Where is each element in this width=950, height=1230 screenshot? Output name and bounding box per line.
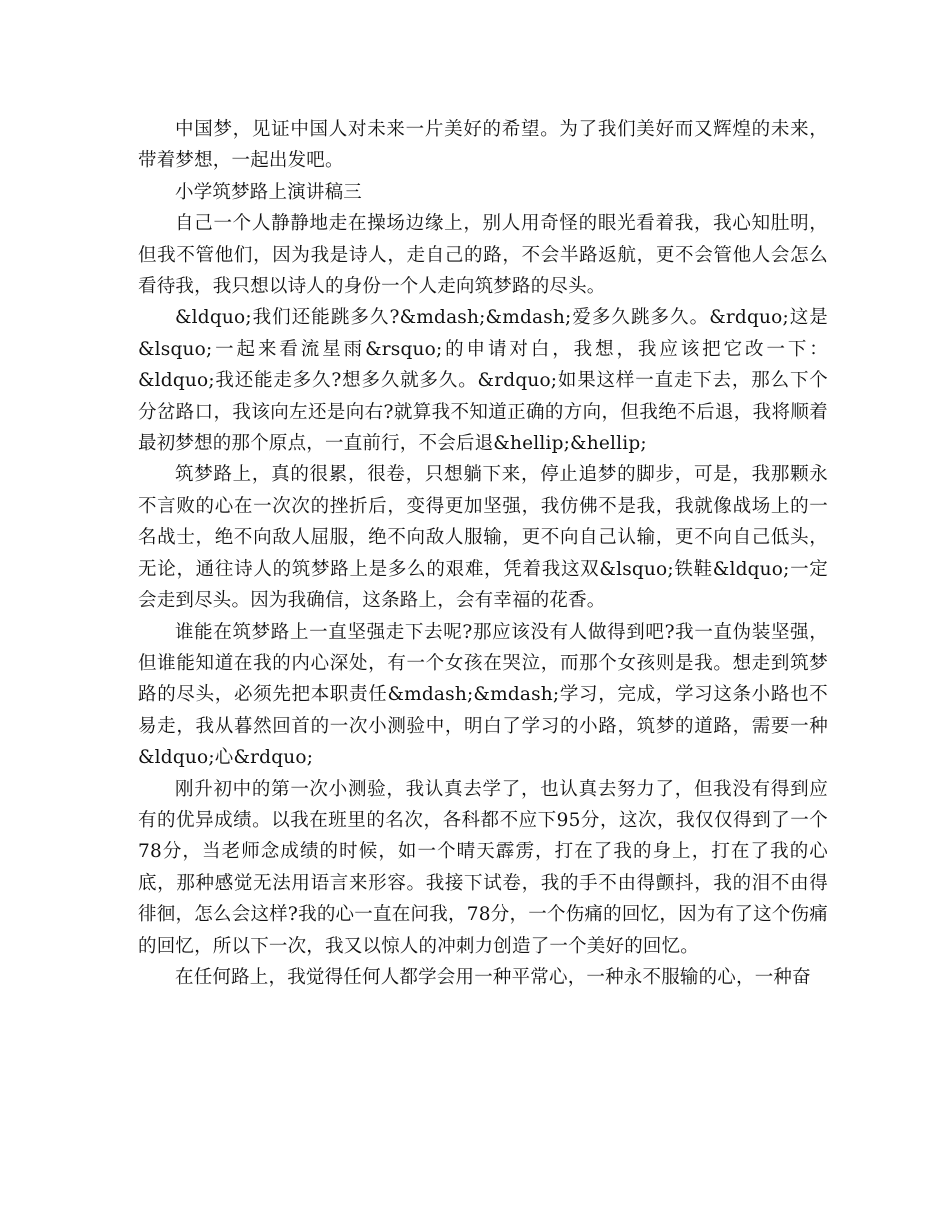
paragraph-first-test: 刚升初中的第一次小测验，我认真去学了，也认真去努力了，但我没有得到应有的优异成绩。以我在班里的名次，各科都不应下95分，这次，我仅仅得到了一个78分，当老师念成绩的时候，如一个晴天霹雳，打在了我的身上，打在了我的心底，那种感觉无法用语言来形容。我接下试卷，我的手不由得颤抖，我的泪不由得徘徊，怎么会这样?我的心一直在问我，78分，一个伤痛的回忆，因为有了这个伤痛的回忆，所以下一次，我又以惊人的冲刺力创造了一个美好的回忆。	[138, 778, 828, 957]
paragraph-walking-alone: 自己一个人静静地走在操场边缘上，别人用奇怪的眼光看着我，我心知肚明，但我不管他们，因为我是诗人，走自己的路，不会半路返航，更不会管他人会怎么看待我，我只想以诗人的身份一个人走向筑梦路的尽头。	[138, 213, 828, 298]
section-heading: 小学筑梦路上演讲稿三	[175, 181, 363, 203]
paragraph-intro-closing: 中国梦，见证中国人对未来一片美好的希望。为了我们美好而又辉煌的未来，带着梦想，一起出发吧。	[138, 119, 828, 172]
paragraph-tired-road: 筑梦路上，真的很累，很卷，只想躺下来，停止追梦的脚步，可是，我那颗永不言败的心在一次次的挫折后，变得更加坚强，我仿佛不是我，我就像战场上的一名战士，绝不向敌人屈服，绝不向敌人服输，更不向自己认输，更不向自己低头，无论，通往诗人的筑梦路上是多么的艰难，凭着我这双&lsquo;铁鞋&ldquo;一定会走到尽头。因为我确信，这条路上，会有幸福的花香。	[138, 464, 828, 612]
paragraph-pretend-strong: 谁能在筑梦路上一直坚强走下去呢?那应该没有人做得到吧?我一直伪装坚强，但谁能知道在我的内心深处，有一个女孩在哭泣，而那个女孩则是我。想走到筑梦路的尽头，必须先把本职责任&mdash;&mdash;学习，完成，学习这条小路也不易走，我从暮然回首的一次小测验中，明白了学习的小路，筑梦的道路，需要一种&ldquo;心&rdquo;	[138, 621, 828, 769]
document-body	[138, 114, 828, 993]
paragraph-how-long: &ldquo;我们还能跳多久?&mdash;&mdash;爱多久跳多久。&rdquo;这是&lsquo;一起来看流星雨&rsquo;的申请对白，我想，我应该把它改一下：&ldquo;我还能走多久?想多久就多久。&rdquo;如果这样一直走下去，那么下个分岔路口，我该向左还是向右?就算我不知道正确的方向，但我绝不后退，我将顺着最初梦想的那个原点，一直前行，不会后退&hellip;&hellip;	[138, 307, 828, 455]
paragraph-any-road: 在任何路上，我觉得任何人都学会用一种平常心，一种永不服输的心，一种奋	[175, 966, 811, 988]
